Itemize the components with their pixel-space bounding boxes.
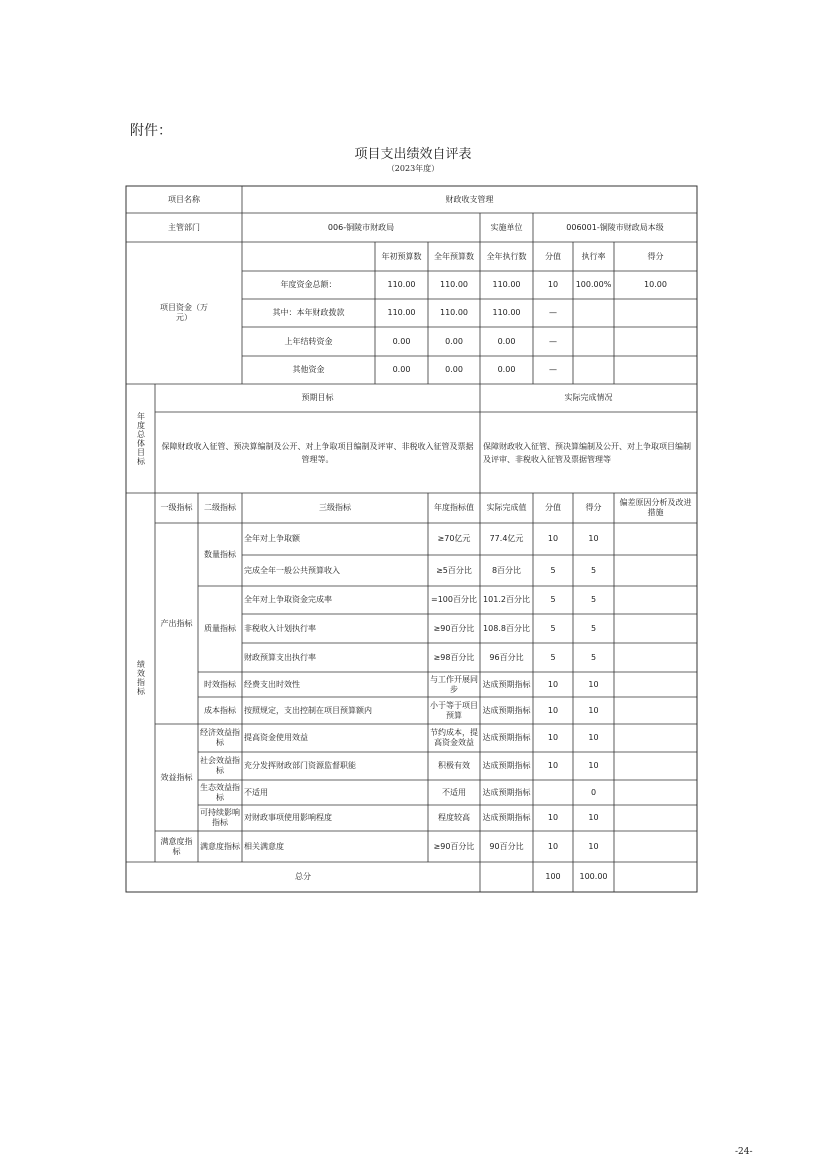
funds-carry-cell: — (549, 336, 557, 346)
indicator-value-cell (533, 780, 573, 805)
indicator-value-cell: 10 (547, 761, 559, 770)
indicator-name-cell: 非税收入计划执行率 (244, 623, 316, 633)
indicator-target-cell: ≥90百分比 (433, 623, 475, 633)
indicator-name-cell: 财政预算支出执行率 (244, 652, 316, 662)
indicator-target-cell: =100百分比 (431, 595, 477, 604)
indicator-value-cell: 10 (547, 679, 559, 689)
dept-value: 006-铜陵市财政局 (327, 222, 395, 232)
l2-time: 时效指标 (204, 679, 236, 689)
indicator-name-cell: 不适用 (244, 787, 268, 797)
indicator-name-cell: 提高资金使用效益 (244, 733, 308, 742)
indicator-score-cell: 10 (588, 761, 599, 770)
ind-target-header: 年度指标值 (434, 503, 474, 512)
l1-satisfaction: 满意度指标 (160, 836, 193, 856)
indicator-value-cell: 10 (547, 813, 559, 822)
indicator-actual-cell: 108.8百分比 (483, 623, 530, 633)
funds-total-cell: 110.00 (440, 280, 468, 289)
ind-l3-header: 三级指标 (319, 503, 351, 512)
funds-other-cell: 0.00 (392, 365, 411, 374)
indicator-target-cell: 程度较高 (438, 813, 470, 822)
attachment-label: 附件： (130, 123, 172, 139)
indicator-name-cell: 完成全年一般公共预算收入 (244, 565, 340, 575)
page-number: -24- (735, 1147, 753, 1157)
l2-eco: 生态效益指标 (200, 782, 240, 802)
ind-score-header: 得分 (585, 503, 602, 512)
col-score: 得分 (647, 251, 664, 261)
ind-l1-header: 一级指标 (160, 503, 193, 512)
funds-total-cell: 110.00 (387, 280, 416, 289)
l1-output: 产出指标 (160, 618, 193, 628)
funds-total-label: 年度资金总额： (280, 280, 337, 289)
funds-carry-cell: 0.00 (497, 336, 516, 346)
indicator-name-cell: 全年对上争取额 (244, 534, 300, 543)
indicator-value-cell: 5 (550, 595, 556, 604)
indicator-target-cell: 与工作开展同步 (430, 674, 478, 694)
col-exec-rate: 执行率 (581, 251, 606, 261)
indicator-value-cell: 10 (547, 733, 559, 742)
indicator-actual-cell: 达成预期指标 (482, 787, 531, 797)
l2-quantity: 数量指标 (204, 549, 236, 559)
impl-unit-label: 实施单位 (490, 222, 523, 232)
indicator-score-cell: 10 (588, 705, 599, 715)
l2-satisfaction: 满意度指标 (200, 841, 240, 851)
l1-benefit: 效益指标 (160, 772, 193, 782)
indicator-score-cell: 10 (588, 813, 599, 822)
indicator-name-cell: 相关满意度 (244, 841, 284, 851)
indicator-score-cell: 10 (588, 841, 599, 851)
indicator-actual-cell: 达成预期指标 (482, 761, 531, 770)
funds-total-cell: 110.00 (492, 280, 521, 289)
funds-total-cell: 100.00% (575, 280, 612, 289)
indicator-actual-cell: 90百分比 (489, 841, 524, 851)
funds-label: 项目资金（万元） (160, 303, 208, 322)
indicator-value-cell: 5 (550, 565, 556, 575)
indicator-target-cell: ≥70亿元 (437, 534, 471, 543)
indicator-value-cell: 5 (550, 652, 556, 662)
form-title: 项目支出绩效自评表 (354, 147, 472, 162)
funds-fiscal-cell: 110.00 (440, 308, 468, 317)
dept-label: 主管部门 (168, 222, 200, 232)
goal-actual-header: 实际完成情况 (564, 393, 613, 402)
indicator-actual-cell: 达成预期指标 (482, 813, 531, 822)
col-full-budget: 全年预算数 (434, 251, 474, 261)
l2-cost: 成本指标 (204, 705, 236, 715)
total-score: 100.00 (579, 872, 608, 881)
indicator-target-cell: 积极有效 (438, 761, 470, 770)
l2-social: 社会效益指标 (200, 756, 240, 775)
l2-economic: 经济效益指标 (200, 728, 240, 747)
project-name-value: 财政收支管理 (445, 194, 494, 204)
goal-actual-text: 保障财政收入征管、预决算编制及公开、对上争取项目编制及评审、非税收入征管及票据管理等 (483, 441, 691, 464)
indicator-actual-cell: 8百分比 (491, 565, 522, 575)
indicator-target-cell: 节约成本，提高资金效益 (430, 728, 478, 747)
goal-expected-header: 预期目标 (301, 393, 334, 402)
indicator-side-label: 绩效指标 (136, 659, 146, 696)
project-name-label: 项目名称 (168, 194, 200, 204)
impl-unit-value: 006001-铜陵市财政局本级 (566, 222, 664, 232)
funds-fiscal-label: 其中：本年财政拨款 (272, 308, 345, 317)
col-score-value: 分值 (545, 251, 561, 261)
funds-fiscal-cell: 110.00 (492, 308, 521, 317)
total-value: 100 (545, 872, 561, 881)
indicator-actual-cell: 101.2百分比 (483, 595, 530, 604)
indicator-score-cell: 5 (590, 595, 597, 604)
indicator-target-cell: ≥90百分比 (433, 841, 475, 851)
indicator-score-cell: 5 (590, 652, 597, 662)
funds-total-cell: 10.00 (644, 280, 667, 289)
indicator-name-cell: 对财政事项使用影响程度 (244, 813, 332, 822)
goal-expected-text: 保障财政收入征管、预决算编制及公开、对上争取项目编制及评审、非税收入征管及票据管理等。 (161, 441, 474, 464)
indicator-actual-cell: 达成预期指标 (482, 679, 531, 689)
indicator-score-cell: 10 (588, 534, 599, 543)
indicator-score-cell: 5 (590, 623, 597, 633)
funds-total-cell: 10 (547, 280, 559, 289)
indicator-value-cell: 10 (547, 841, 559, 851)
indicator-target-cell: ≥98百分比 (433, 652, 475, 662)
indicator-name-cell: 按照规定，支出控制在项目预算额内 (244, 705, 372, 715)
funds-carry-cell: 0.00 (445, 336, 463, 346)
indicator-value-cell: 10 (547, 534, 559, 543)
indicator-value-cell: 5 (550, 623, 556, 633)
funds-other-cell: — (549, 365, 557, 374)
funds-other-cell: 0.00 (497, 365, 516, 374)
goal-side-label: 年度总体目标 (136, 411, 146, 466)
indicator-target-cell: ≥5百分比 (436, 565, 472, 575)
indicator-name-cell: 充分发挥财政部门资源监督职能 (244, 761, 356, 770)
indicator-score-cell: 0 (590, 787, 597, 797)
indicator-score-cell: 5 (590, 565, 597, 575)
indicator-target-cell: 不适用 (442, 787, 466, 797)
indicator-value-cell: 10 (547, 705, 559, 715)
l2-sustain: 可持续影响指标 (200, 808, 240, 827)
l2-quality: 质量指标 (204, 624, 236, 633)
indicator-actual-cell: 达成预期指标 (482, 705, 531, 715)
ind-actual-header: 实际完成值 (486, 503, 527, 512)
funds-fiscal-cell: — (549, 308, 557, 317)
indicator-name-cell: 全年对上争取资金完成率 (244, 595, 332, 604)
form-year: （2023年度） (386, 164, 440, 173)
col-full-exec: 全年执行数 (486, 251, 527, 261)
indicator-actual-cell: 96百分比 (489, 652, 524, 662)
funds-fiscal-cell: 110.00 (387, 308, 416, 317)
ind-value-header: 分值 (545, 503, 561, 512)
funds-other-cell: 0.00 (445, 365, 463, 374)
col-initial-budget: 年初预算数 (381, 251, 422, 261)
ind-l2-header: 二级指标 (204, 503, 236, 512)
indicator-score-cell: 10 (588, 733, 599, 742)
indicator-actual-cell: 达成预期指标 (482, 733, 531, 742)
funds-other-label: 其他资金 (292, 365, 325, 374)
funds-carry-label: 上年结转资金 (284, 336, 333, 346)
indicator-target-cell: 小于等于项目预算 (430, 700, 478, 720)
ind-reason-header: 偏差原因分析及改进措施 (619, 498, 692, 517)
indicator-name-cell: 经费支出时效性 (244, 679, 300, 689)
indicator-score-cell: 10 (588, 679, 599, 689)
funds-carry-cell: 0.00 (392, 336, 411, 346)
total-label: 总分 (295, 872, 311, 881)
indicator-actual-cell: 77.4亿元 (489, 534, 524, 543)
